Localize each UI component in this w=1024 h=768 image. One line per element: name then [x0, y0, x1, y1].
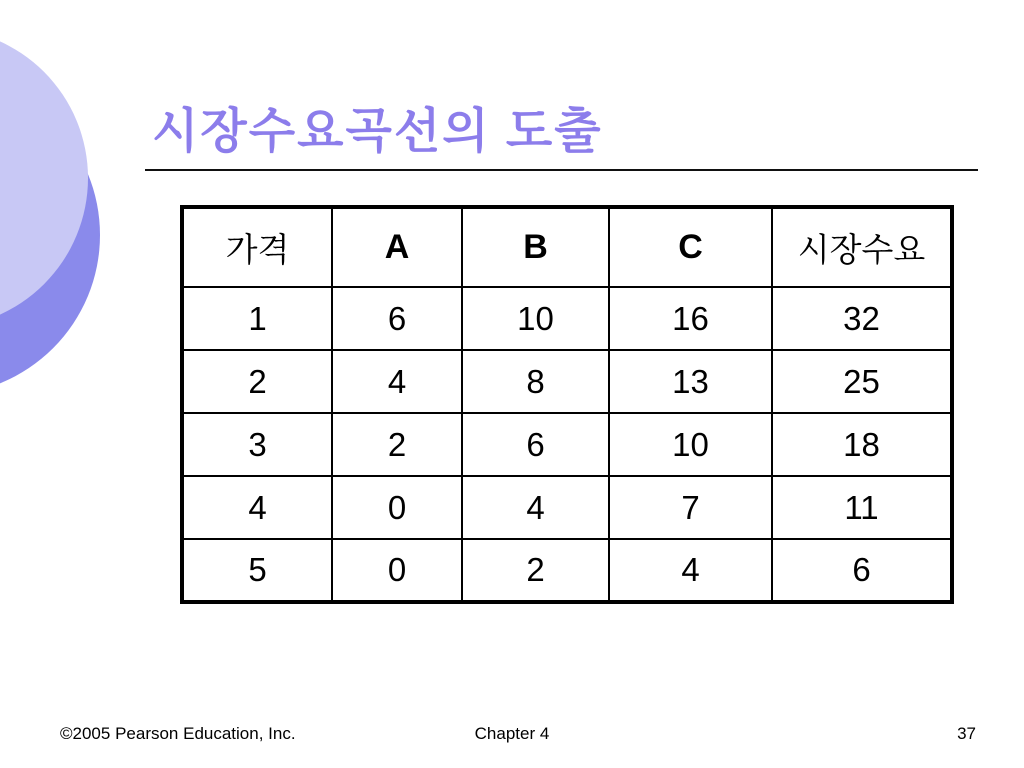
slide-title: 시장수요곡선의 도출	[152, 105, 603, 158]
table-row	[182, 413, 952, 476]
cell-qty-c: 4	[609, 539, 772, 602]
cell-market-demand: 25	[772, 350, 952, 413]
cell-qty-b: 10	[462, 287, 609, 350]
cell-qty-a: 2	[332, 413, 462, 476]
cell-market-demand: 18	[772, 413, 952, 476]
cell-qty-c: 7	[609, 476, 772, 539]
table-row	[182, 539, 952, 602]
cell-qty-a: 4	[332, 350, 462, 413]
col-header-consumer-a: A	[332, 207, 462, 287]
cell-qty-c: 10	[609, 413, 772, 476]
cell-market-demand: 32	[772, 287, 952, 350]
footer-page-number: 37	[957, 724, 976, 743]
title-divider-line	[145, 169, 978, 171]
cell-qty-b: 2	[462, 539, 609, 602]
col-header-consumer-b: B	[462, 207, 609, 287]
table-row	[182, 287, 952, 350]
table-header-row	[182, 207, 952, 287]
cell-qty-a: 0	[332, 476, 462, 539]
table-row	[182, 476, 952, 539]
col-header-price: 가격	[182, 207, 332, 287]
cell-qty-c: 16	[609, 287, 772, 350]
cell-price: 1	[182, 287, 332, 350]
cell-qty-b: 8	[462, 350, 609, 413]
col-header-market-demand: 시장수요	[772, 207, 952, 287]
cell-qty-c: 13	[609, 350, 772, 413]
col-header-consumer-c: C	[609, 207, 772, 287]
cell-qty-a: 0	[332, 539, 462, 602]
cell-price: 4	[182, 476, 332, 539]
footer-copyright: ©2005 Pearson Education, Inc.	[60, 724, 296, 743]
cell-price: 2	[182, 350, 332, 413]
cell-qty-b: 4	[462, 476, 609, 539]
cell-market-demand: 11	[772, 476, 952, 539]
cell-qty-b: 6	[462, 413, 609, 476]
market-demand-table	[180, 205, 954, 604]
cell-price: 3	[182, 413, 332, 476]
table-row	[182, 350, 952, 413]
footer-chapter: Chapter 4	[474, 724, 550, 743]
cell-price: 5	[182, 539, 332, 602]
cell-market-demand: 6	[772, 539, 952, 602]
cell-qty-a: 6	[332, 287, 462, 350]
